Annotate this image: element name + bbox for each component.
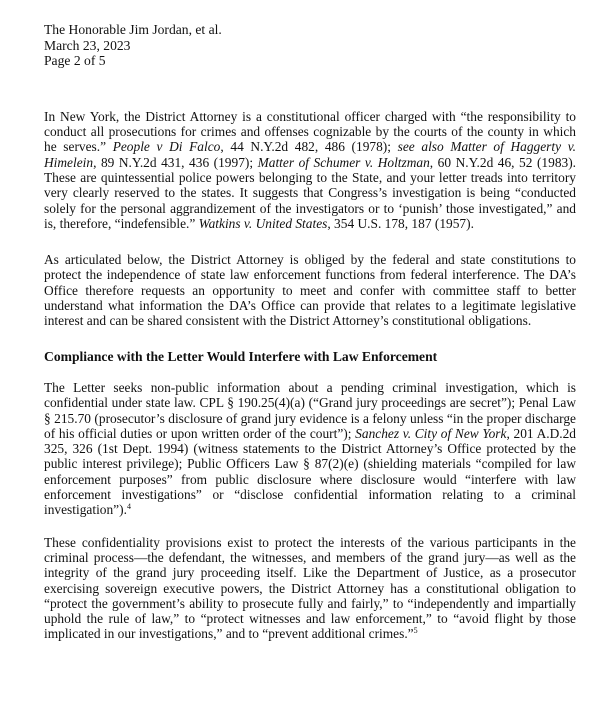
page-number: Page 2 of 5 <box>44 53 106 69</box>
footnote-ref-4: 4 <box>126 502 131 512</box>
p1-text-1: In New York, the District Attorney is a constitutional officer charged with “the responsibility to conduct all prosecutions for crimes and offenses cognizable by the courts of the county in which he serves.” <box>44 108 576 155</box>
p1-text-2: , 44 N.Y.2d 482, 486 (1978); <box>220 139 398 155</box>
section-heading: Compliance with the Letter Would Interfere with Law Enforcement <box>44 348 438 364</box>
citation-haggerty: see also Matter of Haggerty v. Himelein <box>44 139 576 170</box>
citation-watkins: Watkins v. United States <box>198 215 328 231</box>
paragraph-4 <box>44 535 576 642</box>
letter-page <box>44 22 576 642</box>
footnote-ref-5: 5 <box>413 626 418 636</box>
letter-header <box>44 22 576 69</box>
p3-text-1: The Letter seeks non-public information about a pending criminal investigation, which is confidential under state law. CPL § 190.25(4)(a) (“Grand jury proceedings are secret”); Penal Law § 215.70 (prosecutor’s disclosure of grand jury evidence is a felony unless “in the proper discharge of his official duties or upon written order of the court”); <box>44 379 576 441</box>
paragraph-1 <box>44 109 576 231</box>
citation-sanchez: Sanchez v. City of New York <box>355 425 507 441</box>
p1-text-3: , 89 N.Y.2d 431, 436 (1997); <box>93 154 258 170</box>
date-line: March 23, 2023 <box>44 37 131 53</box>
citation-schumer: Matter of Schumer v. Holtzman <box>257 154 430 170</box>
citation-di-falco: People v Di Falco <box>112 139 221 155</box>
p3-text-2: , 201 A.D.2d 325, 326 (1st Dept. 1994) (witness statements to the District Attorney’s Office protected by the public interest privilege); Public Officers Law § 87(2)(e) (shielding materials “compiled for law enforcement purposes” from public disclosure where disclosure would “interfere with law enforcement investigations” or “disclose confidential information relating to a criminal investigation”). <box>44 425 576 518</box>
recipient-line: The Honorable Jim Jordan, et al. <box>44 22 222 37</box>
p4-text: These confidentiality provisions exist to protect the interests of the various participants in the criminal process—the defendant, the witnesses, and members of the grand jury—as well as the integrity of the grand jury proceeding itself. Like the Department of Justice, as a prosecutor exercising sovereign executive powers, the District Attorney has a constitutional obligation to “protect the government’s ability to prosecute fully and fairly,” to “independently and impartially uphold the rule of law,” to “protect witnesses and law enforcement,” to “avoid flight by those implicated in our investigations,” and to “prevent additional crimes.” <box>44 534 576 642</box>
p1-text-5: , 354 U.S. 178, 187 (1957). <box>327 215 474 231</box>
p1-text-4: , 60 N.Y.2d 46, 52 (1983). These are quintessential police powers belonging to the State, and your letter treads into territory very clearly reserved to the states. It suggests that Congress’s investigation is being “conducted solely for the personal aggrandizement of the investigators or to ‘punish’ those investigated,” and is, therefore, “indefensible.” <box>44 154 577 231</box>
paragraph-3 <box>44 380 576 518</box>
paragraph-2: As articulated below, the District Attorney is obliged by the federal and state constitutions to protect the independence of state law enforcement functions from federal interference. The DA’s Office therefore requests an opportunity to meet and confer with committee staff to better understand what information the DA’s Office can provide that relates to a legitimate legislative interest and can be shared consistent with the District Attorney’s constitutional obligations. <box>44 252 576 329</box>
